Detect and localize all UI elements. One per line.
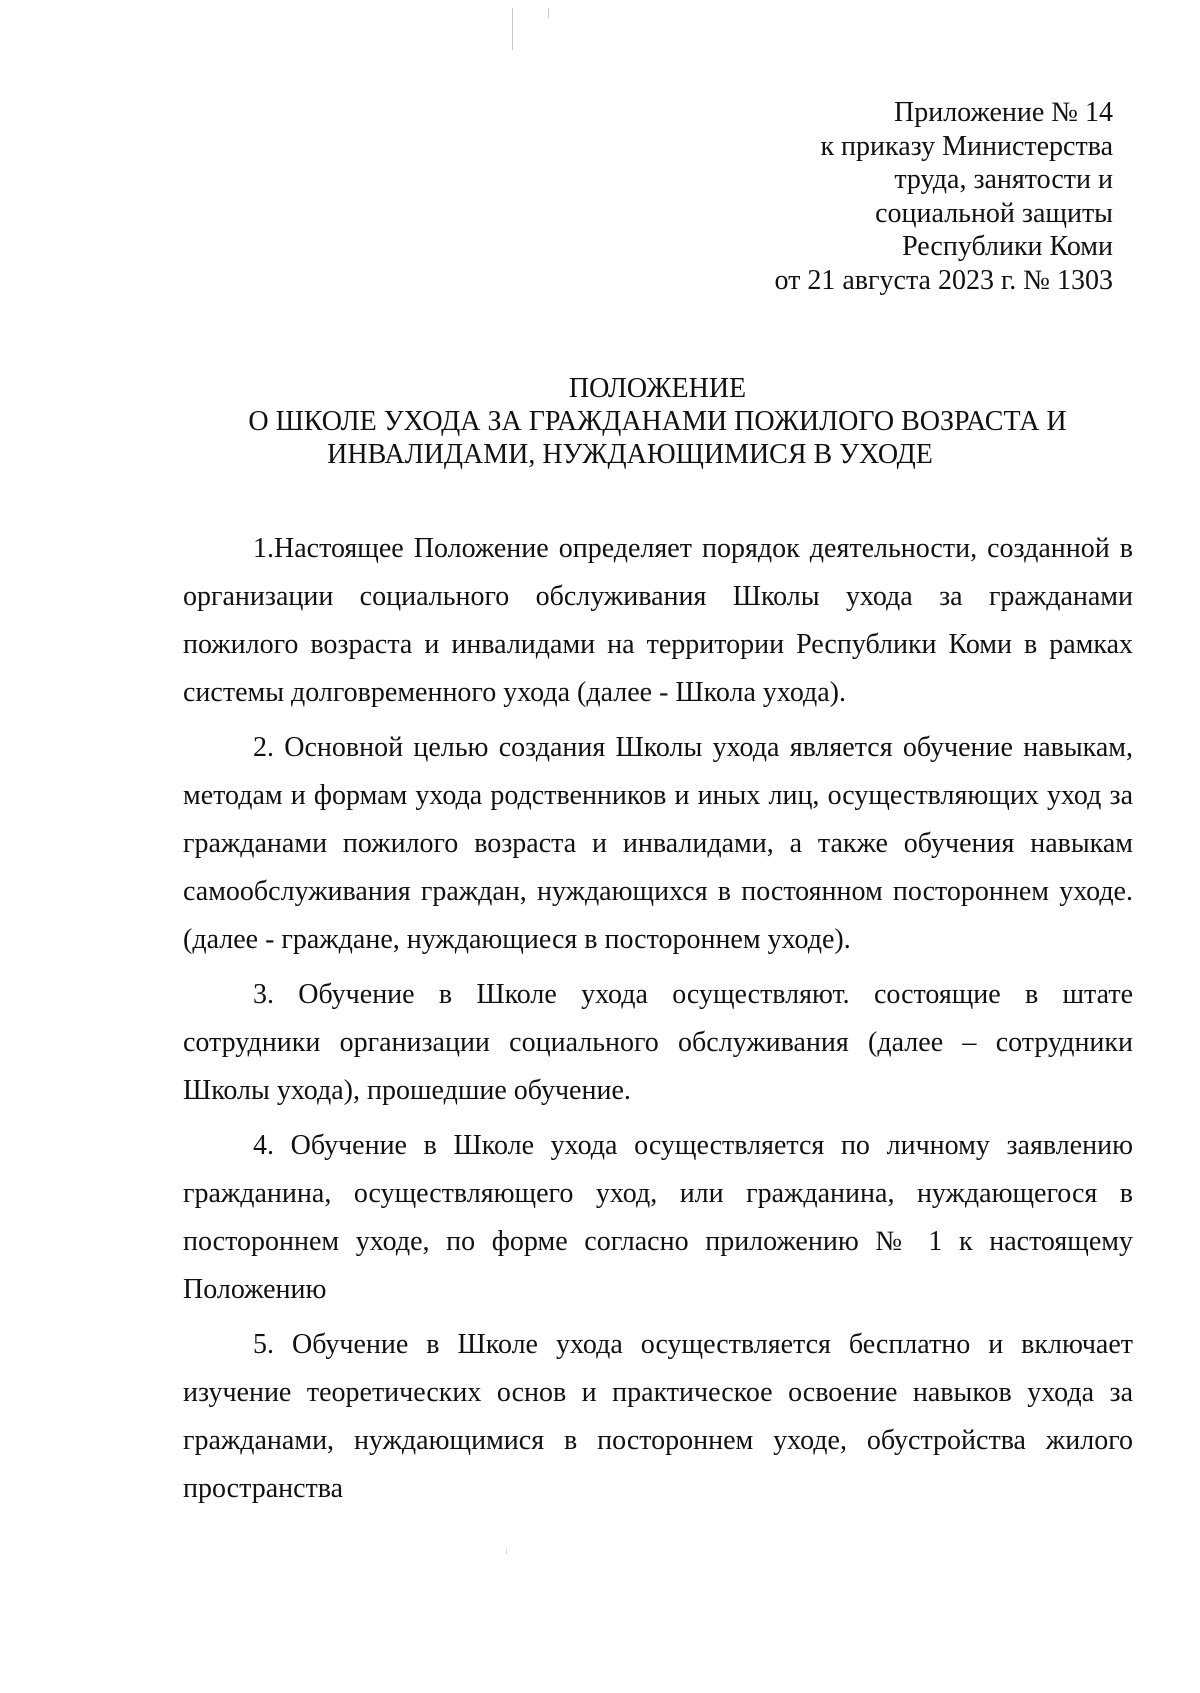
appendix-line: Приложение № 14 xyxy=(894,97,1113,128)
paragraph-2: 2. Основной целью создания Школы ухода является обучение навыкам, методам и формам ухода родственников и иных лиц, осуществляющих уход за гражданами пожилого возраста и инвалидами, а также обучения навыкам самообслуживания граждан, нуждающихся в постоянном постороннем уходе. (далее - граждане, нуждающиеся в постороннем уходе). xyxy=(183,732,1133,955)
scan-artifact-line xyxy=(506,1548,507,1554)
appendix-line: Республики Коми xyxy=(902,231,1113,263)
paragraph-1: 1.Настоящее Положение определяет порядок деятельности, созданной в организации социального обслуживания Школы ухода за гражданами пожилого возраста и инвалидами на территории Республики Коми в рамках системы долговременного ухода (далее - Школа ухода). xyxy=(183,533,1133,708)
paragraph-3: 3. Обучение в Школе ухода осуществляют. состоящие в штате сотрудники организации социального обслуживания (далее – сотрудники Школы ухода), прошедшие обучение. xyxy=(183,979,1133,1106)
appendix-line: к приказу Министерства xyxy=(820,130,1113,162)
appendix-line: социальной защиты xyxy=(875,197,1113,229)
appendix-line: от 21 августа 2023 г. № 1303 xyxy=(774,264,1113,296)
title-line: ПОЛОЖЕНИЕ xyxy=(568,373,747,404)
document-title xyxy=(180,372,1080,471)
paragraph-5: 5. Обучение в Школе ухода осуществляется бесплатно и включает изучение теоретических основ и практическое освоение навыков ухода за гражданами, нуждающимися в постороннем уходе, обустройства жилого пространства xyxy=(183,1329,1133,1504)
title-line: О ШКОЛЕ УХОДА ЗА ГРАЖДАНАМИ ПОЖИЛОГО ВОЗРАСТА И xyxy=(248,406,1067,437)
appendix-block xyxy=(775,96,1113,298)
scan-artifact-line xyxy=(512,8,513,50)
paragraph-4: 4. Обучение в Школе ухода осуществляется по личному заявлению гражданина, осуществляющего уход, или гражданина, нуждающегося в постороннем уходе, по форме согласно приложению № 1 к настоящему Положению xyxy=(183,1130,1133,1305)
document-body xyxy=(183,525,1133,1520)
title-line: ИНВАЛИДАМИ, НУЖДАЮЩИМИСЯ В УХОДЕ xyxy=(327,439,933,470)
scan-artifact-line xyxy=(548,8,549,18)
appendix-line: труда, занятости и xyxy=(894,164,1113,196)
